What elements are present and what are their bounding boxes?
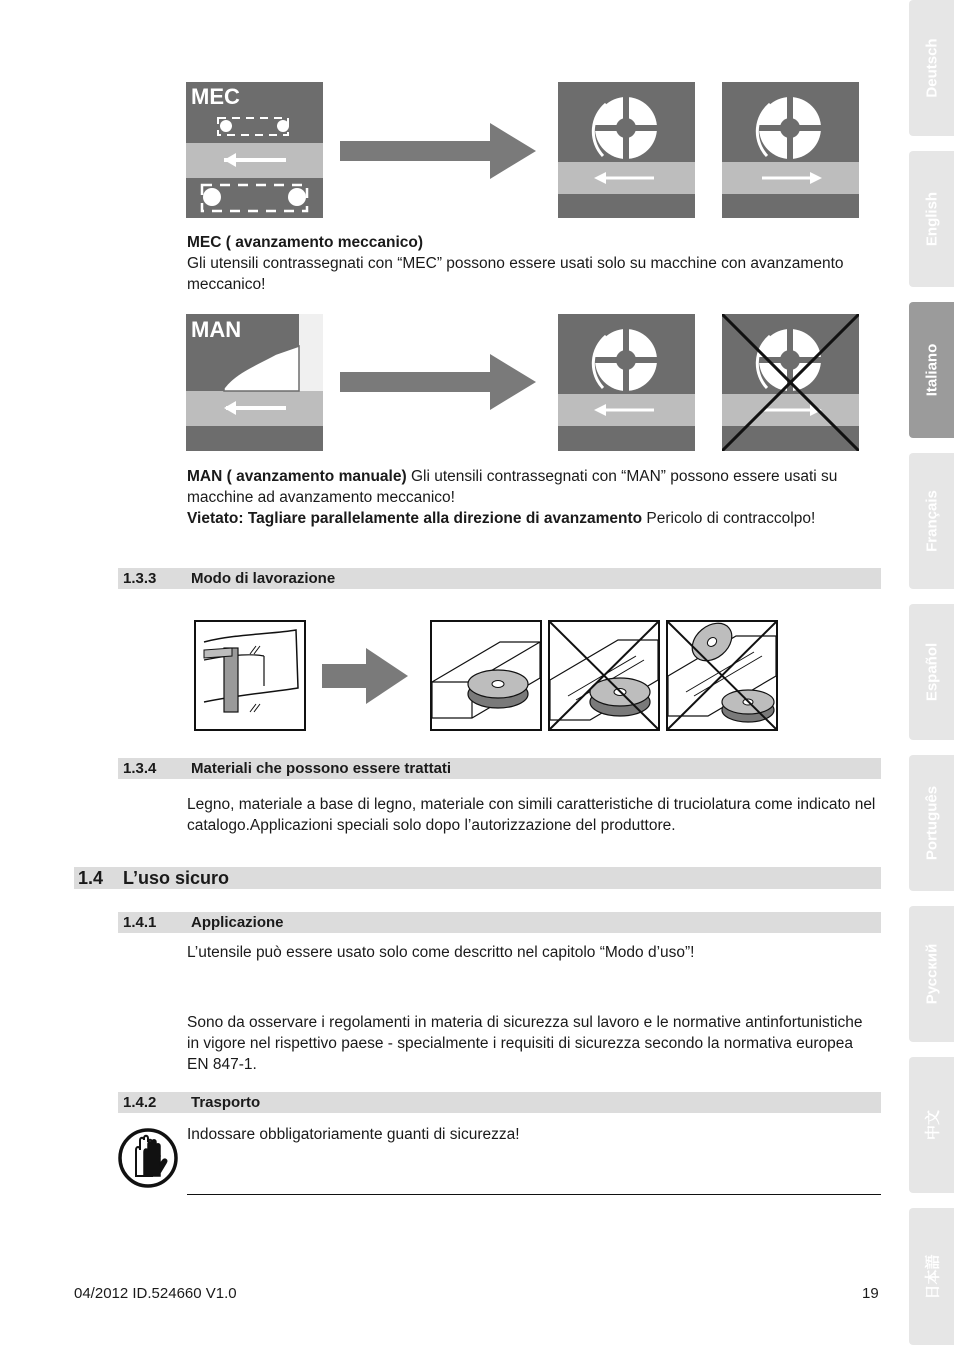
section-1-3-4-header [118,758,881,779]
arrow-right-icon [340,354,536,410]
tab-espanol[interactable] [909,604,954,740]
section-number: 1.3.3 [123,570,157,587]
man-body: Gli utensili contrassegnati con “MAN” possono essere usati su macchine ad avanzamento meccanico! [187,468,838,506]
arrow-right-icon [340,123,536,179]
tab-deutsch[interactable] [909,0,954,136]
tab-label: Русский [923,943,940,1005]
tab-francais[interactable] [909,453,954,589]
man-warning-label: Vietato: Tagliare parallelamente alla direzione di avanzamento [187,510,643,527]
saw-blade-left-feed-figure [558,82,695,218]
section-title: Modo di lavorazione [191,570,336,587]
tab-russian[interactable] [909,906,954,1042]
section-number: 1.4.1 [123,914,157,931]
tab-label: Français [923,490,940,552]
section-1-4-1-header [118,912,881,933]
man-figure [186,314,323,451]
application-text-2: Sono da osservare i regolamenti in materia di sicurezza sul lavoro e le normative antinfortunistiche in vigore nel rispettivo paese - specialmente i requisiti di sicurezza secondo la normativa europea EN 847-1. [187,1014,863,1073]
man-warning-text: Pericolo di contraccolpo! [642,510,816,527]
section-title: Materiali che possono essere trattati [191,760,452,777]
tab-chinese[interactable] [909,1057,954,1193]
mec-label: MEC [191,84,240,109]
cutter-groove-prohibited-figure [548,620,660,731]
document-id: 04/2012 ID.524660 V1.0 [74,1285,237,1302]
mec-body: Gli utensili contrassegnati con “MEC” possono essere usati solo su macchine con avanzamento meccanico! [187,255,844,293]
man-heading: MAN ( avanzamento manuale) [187,468,407,485]
page-number: 19 [862,1285,879,1302]
cutter-tilted-prohibited-figure [666,620,778,731]
tab-label: Español [923,642,940,702]
section-number: 1.3.4 [123,760,157,777]
saw-blade-right-feed-figure [722,82,859,218]
gloves-instruction: Indossare obbligatoriamente guanti di sicurezza! [187,1126,520,1143]
section-1-4-header [74,867,881,889]
section-title: L’uso sicuro [123,868,230,888]
section-1-4-2-header [118,1092,881,1113]
tab-label: Português [923,785,940,861]
materials-text: Legno, materiale a base di legno, materiale con simili caratteristiche di truciolatura come indicato nel catalogo.Applicazioni speciali solo dopo l’autorizzazione del produttore. [187,796,876,834]
divider [187,1194,881,1195]
tab-label: 日本語 [924,1253,941,1300]
section-1-3-3-header [118,568,881,589]
arrow-right-icon [322,648,408,704]
man-label: MAN [191,317,242,342]
saw-blade-left-feed-figure [558,314,695,451]
tab-label: English [923,191,940,247]
tab-label: Deutsch [923,38,940,98]
section-number: 1.4.2 [123,1094,157,1111]
mec-heading: MEC ( avanzamento meccanico) [187,234,424,251]
tab-label: 中文 [924,1109,941,1141]
tab-japanese[interactable] [909,1208,954,1345]
tab-english[interactable] [909,151,954,287]
man-description [187,466,877,529]
section-number: 1.4 [78,868,104,888]
safety-gloves-icon [118,1128,178,1188]
mec-figure [186,82,323,218]
tab-label: Italiano [923,343,940,397]
tab-italiano[interactable] [909,302,954,438]
section-title: Applicazione [191,914,284,931]
saw-blade-right-feed-prohibited-figure [722,314,859,451]
application-text-1: L’utensile può essere usato solo come descritto nel capitolo “Modo d’uso”! [187,944,695,961]
section-title: Trasporto [191,1094,261,1111]
workpiece-clamp-figure [194,620,306,731]
cutter-on-board-figure [430,620,542,731]
mec-description [187,232,877,295]
tab-portugues[interactable] [909,755,954,891]
